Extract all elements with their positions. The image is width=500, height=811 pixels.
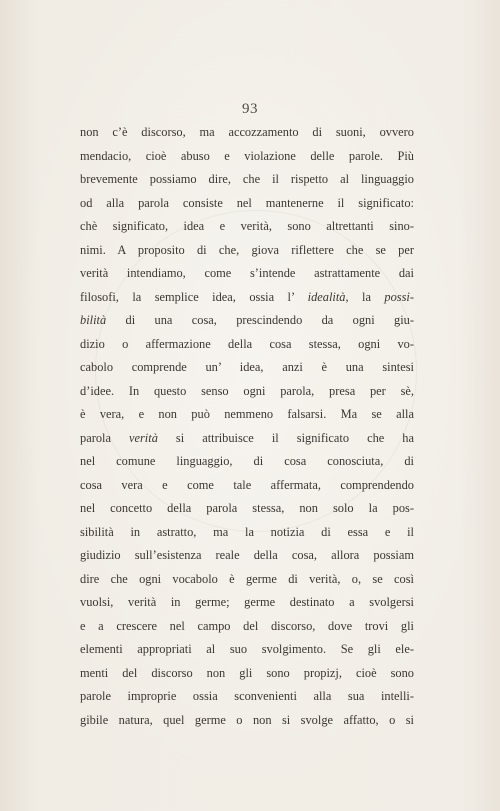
text-span: cabolo comprende un’ idea, anzi è una sintesi [80,360,414,374]
text-line [80,215,414,239]
text-line [80,450,414,474]
italic-text: possi- [384,289,414,304]
body-text [80,121,414,732]
text-span: cosa vera e come tale affermata, comprendendo [80,477,414,492]
text-span: sibilità in astratto, ma la notizia di essa e il [80,524,414,539]
text-line [80,239,414,263]
text-line [80,685,414,709]
text-span: brevemente possiamo dire, che il rispetto al linguaggio [80,172,414,186]
text-line [80,262,414,286]
text-line [80,286,414,310]
text-span: menti del discorso non gli sono propizj, cioè sono [80,665,414,680]
text-line [80,497,414,521]
text-line [80,333,414,357]
text-span: od alla parola consiste nel mantenerne il significato: [80,195,414,210]
text-line [80,145,414,169]
text-span: elementi appropriati al suo svolgimento. Se gli ele- [80,642,414,656]
text-span: non c’è discorso, ma accozzamento di suoni, ovvero [80,125,414,139]
text-span: mendacio, cioè abuso e violazione delle parole. Più [80,148,414,163]
text-span: è vera, e non può nemmeno falsarsi. Ma se alla [80,407,414,421]
text-span: nimi. A proposito di che, giova riflettere che se per [80,242,414,257]
text-span: di una cosa, prescindendo da ogni giu- [106,313,414,327]
text-span: filosofi, la semplice idea, ossia l’ [80,289,308,304]
text-span: dire che ogni vocabolo è germe di verità, o, se così [80,571,414,586]
italic-text: verità [128,430,158,445]
text-line [80,309,414,333]
text-span: e a crescere nel campo del discorso, dove trovi gli [80,618,414,633]
text-line [80,168,414,192]
text-line [80,638,414,662]
text-line [80,403,414,427]
text-line [80,121,414,145]
italic-text: bilità [80,313,107,327]
text-line [80,380,414,404]
text-line [80,568,414,592]
text-line [80,544,414,568]
text-span: nel concetto della parola stessa, non solo la pos- [80,501,414,515]
text-span: chè significato, idea e verità, sono altrettanti sino- [80,219,414,233]
text-line [80,709,414,733]
text-line [80,192,414,216]
text-line [80,521,414,545]
text-span: nel comune linguaggio, di cosa conosciuta, di [80,454,414,468]
text-line [80,662,414,686]
text-span: si attribuisce il significato che ha [157,430,414,445]
text-span: , la [345,289,385,304]
text-line [80,615,414,639]
text-span: dizio o affermazione della cosa stessa, ogni vo- [80,336,414,351]
text-span: parola [80,430,129,445]
text-span: d’idee. In questo senso ogni parola, presa per sè, [80,383,414,398]
text-span: giudizio sull’esistenza reale della cosa, allora possiam [80,548,414,562]
text-span: verità intendiamo, come s’intende astrattamente dai [80,266,414,280]
text-line [80,591,414,615]
text-line [80,427,414,451]
text-line [80,356,414,380]
text-span: vuolsi, verità in germe; germe destinato a svolgersi [80,595,414,609]
italic-text: idealità [307,289,346,304]
text-span: gibile natura, quel germe o non si svolge affatto, o si [80,712,414,727]
page-number: 93 [242,101,258,117]
text-span: parole improprie ossia sconvenienti alla sua intelli- [80,689,414,703]
text-line [80,474,414,498]
